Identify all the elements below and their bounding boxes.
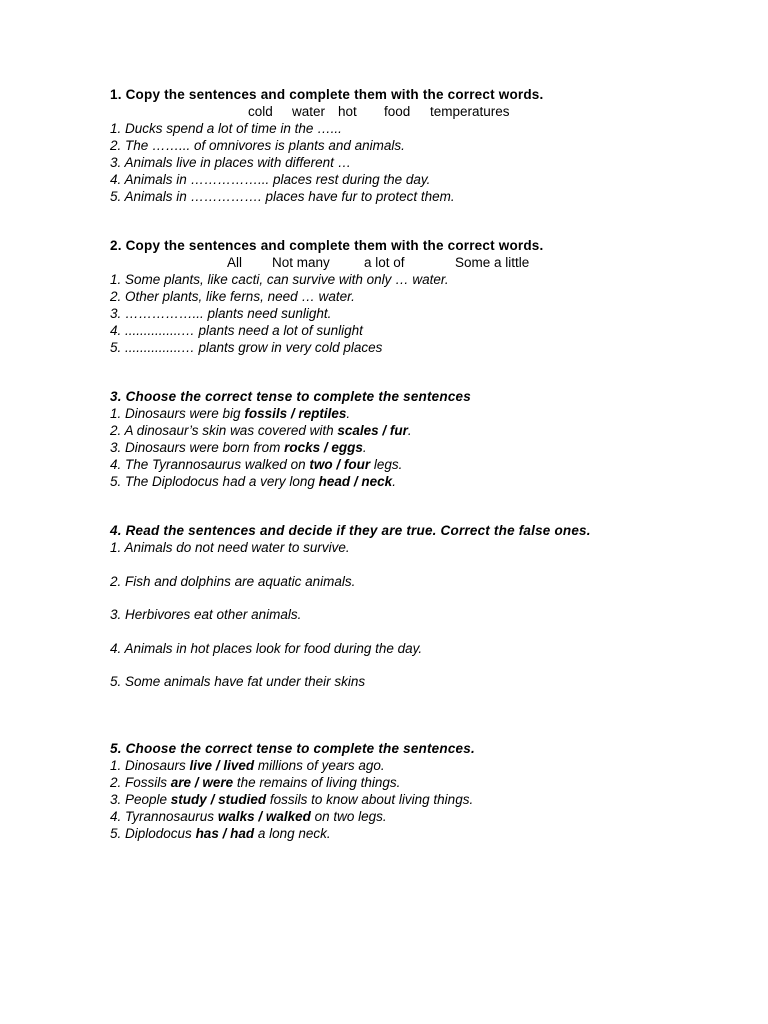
option-b: fur xyxy=(389,423,408,438)
item-text: 1. Dinosaurs xyxy=(110,758,190,773)
exercise-4-item: 2. Fish and dolphins are aquatic animals. xyxy=(110,573,356,589)
item-text: 1. Dinosaurs were big xyxy=(110,406,245,421)
word-bank-word: food xyxy=(384,104,411,119)
item-text: millions of years ago. xyxy=(254,758,385,773)
exercise-3-title: 3. Choose the correct tense to complete the sentences xyxy=(110,389,471,404)
option-b: lived xyxy=(223,758,255,773)
answer-space xyxy=(110,623,710,640)
option-a: head xyxy=(318,474,351,489)
exercise-2-title: 2. Copy the sentences and complete them with the correct words. xyxy=(110,238,544,253)
answer-space xyxy=(110,556,710,573)
option-separator: / xyxy=(191,775,203,790)
exercise-5-item xyxy=(110,808,710,825)
option-separator: / xyxy=(287,406,299,421)
option-b: reptiles xyxy=(298,406,347,421)
option-b: were xyxy=(202,775,234,790)
item-text: 2. A dinosaur’s skin was covered with xyxy=(110,423,338,438)
option-separator: / xyxy=(320,440,332,455)
item-text: 3. Dinosaurs were born from xyxy=(110,440,285,455)
option-b: eggs xyxy=(331,440,363,455)
item-text: on two legs. xyxy=(310,809,387,824)
item-text: 5. The Diplodocus had a very long xyxy=(110,474,319,489)
exercise-2-item: 3. ……………... plants need sunlight. xyxy=(110,306,332,321)
option-separator: / xyxy=(206,792,219,807)
option-a: rocks xyxy=(284,440,321,455)
option-b: studied xyxy=(218,792,267,807)
exercise-1-title: 1. Copy the sentences and complete them with the correct words. xyxy=(110,87,544,102)
exercise-3 xyxy=(110,388,710,490)
exercise-2-item: 1. Some plants, like cacti, can survive with only … water. xyxy=(110,272,449,287)
exercise-3-item xyxy=(110,439,710,456)
exercise-4-item: 3. Herbivores eat other animals. xyxy=(110,607,302,622)
exercise-4-item: 5. Some animals have fat under their skins xyxy=(110,674,366,689)
exercise-5-item xyxy=(110,774,710,791)
item-text: the remains of living things. xyxy=(233,775,401,790)
word-bank-word: temperatures xyxy=(430,104,510,119)
option-b: four xyxy=(343,457,371,472)
exercise-5-item xyxy=(110,757,710,774)
exercise-2-word-bank xyxy=(110,254,710,271)
option-separator: / xyxy=(254,809,266,824)
exercise-2 xyxy=(110,237,710,356)
word-bank-word: hot xyxy=(338,104,357,119)
exercise-4-title: 4. Read the sentences and decide if they are true. Correct the false ones. xyxy=(110,523,591,538)
exercise-2-item: 4. ...............… plants need a lot of sunlight xyxy=(110,323,363,338)
option-separator: / xyxy=(332,457,344,472)
item-text: fossils to know about living things. xyxy=(266,792,474,807)
option-a: live xyxy=(189,758,213,773)
option-separator: / xyxy=(218,826,231,841)
exercise-3-item xyxy=(110,422,710,439)
exercise-2-item: 2. Other plants, like ferns, need … water. xyxy=(110,289,355,304)
item-text: . xyxy=(407,423,412,438)
exercise-1-item: 3. Animals live in places with different … xyxy=(110,155,352,170)
option-a: study xyxy=(170,792,207,807)
item-text: 4. Tyrannosaurus xyxy=(110,809,218,824)
item-text: . xyxy=(362,440,367,455)
exercise-5-title: 5. Choose the correct tense to complete the sentences. xyxy=(110,741,475,756)
item-text: . xyxy=(346,406,351,421)
word-bank-word: All xyxy=(227,255,243,270)
exercise-5 xyxy=(110,740,710,842)
word-bank-word: water xyxy=(292,104,326,119)
item-text: . xyxy=(392,474,396,489)
exercise-1-item: 1. Ducks spend a lot of time in the …... xyxy=(110,121,342,136)
word-bank-word: Not many xyxy=(272,255,330,270)
word-bank-word: a lot of xyxy=(364,255,405,270)
item-text: 3. People xyxy=(110,792,171,807)
option-separator: / xyxy=(212,758,224,773)
exercise-5-item xyxy=(110,825,710,842)
exercise-3-item xyxy=(110,456,710,473)
option-separator: / xyxy=(378,423,390,438)
option-b: had xyxy=(230,826,255,841)
item-text: a long neck. xyxy=(254,826,331,841)
exercise-3-item xyxy=(110,473,710,490)
option-a: has xyxy=(195,826,219,841)
word-bank-word: Some xyxy=(455,255,491,270)
answer-space xyxy=(110,657,710,674)
exercise-1-item: 2. The ……... of omnivores is plants and animals. xyxy=(110,138,405,153)
option-separator: / xyxy=(350,474,362,489)
exercise-4-item: 4. Animals in hot places look for food during the day. xyxy=(110,640,423,656)
option-a: scales xyxy=(337,423,379,438)
exercise-1-word-bank xyxy=(110,103,710,120)
answer-space xyxy=(110,590,710,607)
word-bank-word: a little xyxy=(494,255,530,270)
exercise-4-item: 1. Animals do not need water to survive. xyxy=(110,540,350,555)
option-b: neck xyxy=(361,474,393,489)
option-a: two xyxy=(309,457,333,472)
item-text: 4. The Tyrannosaurus walked on xyxy=(110,457,310,472)
exercise-1-item: 4. Animals in ……………... places rest during the day. xyxy=(110,172,431,187)
exercise-5-item xyxy=(110,791,710,808)
exercise-3-item xyxy=(110,405,710,422)
word-bank-word: cold xyxy=(248,104,273,119)
item-text: legs. xyxy=(370,457,403,472)
exercise-2-item: 5. ...............… plants grow in very cold places xyxy=(110,340,383,355)
option-b: walked xyxy=(265,809,311,824)
option-a: are xyxy=(170,775,192,790)
exercise-1 xyxy=(110,86,710,205)
option-a: walks xyxy=(217,809,255,824)
item-text: 5. Diplodocus xyxy=(110,826,196,841)
exercise-1-item: 5. Animals in ……………. places have fur to protect them. xyxy=(110,189,455,204)
item-text: 2. Fossils xyxy=(110,775,171,790)
option-a: fossils xyxy=(244,406,288,421)
exercise-4 xyxy=(110,522,710,690)
